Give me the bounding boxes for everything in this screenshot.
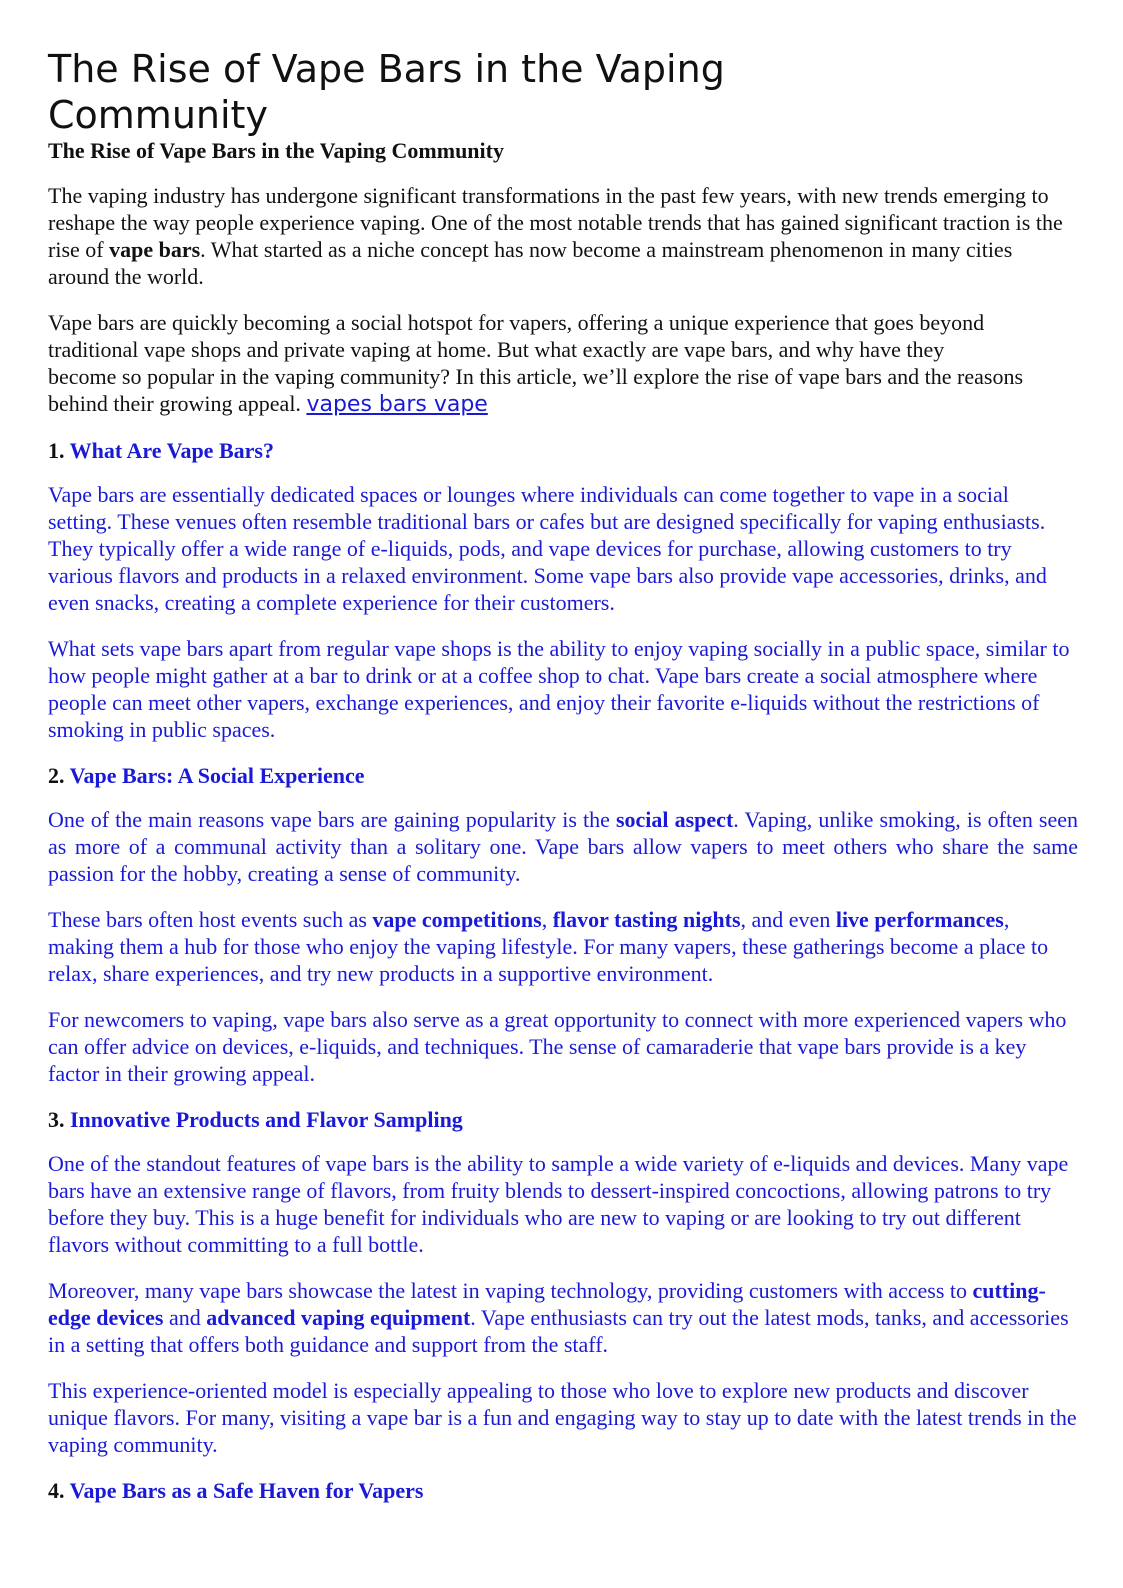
section-3-paragraph-2 xyxy=(48,1277,1078,1358)
intro-paragraph-1 xyxy=(48,182,1078,290)
text-run: , making them a hub for those who enjoy the vaping lifestyle. For many vapers, these gatherings become a place to relax, share experiences, and try new products in a supportive environment. xyxy=(48,907,1049,986)
intro-paragraph-2 xyxy=(48,309,1078,418)
text-run: Vape bars are quickly becoming a social hotspot for vapers, offering a unique experience that goes beyond traditional vape shops and private vaping at home. But what exactly are vape bars, and why have they xyxy=(48,310,985,362)
section-title: Innovative Products and Flavor Sampling xyxy=(70,1107,463,1132)
text-run: . What started as a niche concept has now become a mainstream phenomenon in many cities around the world. xyxy=(48,237,1013,289)
text-run: , xyxy=(541,907,553,932)
bold-text: social aspect xyxy=(615,807,734,832)
bold-text: advanced vaping equipment xyxy=(206,1305,471,1330)
section-2-paragraph-2 xyxy=(48,906,1078,987)
section-2-paragraph-1 xyxy=(48,806,1078,887)
text-run: The vaping industry has undergone significant transformations in the past few years, with new trends emerging to reshape the way people experience vaping. One of the most notable trends that has gained significant traction is the rise of xyxy=(48,183,1063,262)
section-title: Vape Bars as a Safe Haven for Vapers xyxy=(69,1478,424,1503)
section-heading-2 xyxy=(48,762,1078,789)
article-subtitle: The Rise of Vape Bars in the Vaping Community xyxy=(48,138,504,163)
bold-text: live performances xyxy=(835,907,1004,932)
bold-text: flavor tasting nights xyxy=(552,907,741,932)
section-heading-1 xyxy=(48,437,1078,464)
section-1-paragraph-2: What sets vape bars apart from regular vape shops is the ability to enjoy vaping socially in a public space, similar to how people might gather at a bar to drink or at a coffee shop to chat. Vape bars create a social atmosphere where people can meet other vapers, exchange experiences, and enjoy their favorite e-liquids without the restrictions of smoking in public spaces. xyxy=(48,636,1070,742)
section-1-paragraph-1: Vape bars are essentially dedicated spaces or lounges where individuals can come together to vape in a social setting. These venues often resemble traditional bars or cafes but are designed specifically for vaping enthusiasts. They typically offer a wide range of e-liquids, pods, and vape devices for purchase, allowing customers to try various flavors and products in a relaxed environment. Some vape bars also provide vape accessories, drinks, and even snacks, creating a complete experience for their customers. xyxy=(48,482,1047,615)
page-title: The Rise of Vape Bars in the Vaping Community xyxy=(48,47,725,137)
text-run: One of the main reasons vape bars are gaining popularity is the xyxy=(48,807,616,832)
section-title: What Are Vape Bars? xyxy=(69,438,274,463)
section-number: 4. xyxy=(48,1478,65,1503)
document-page xyxy=(48,46,1078,1521)
text-run: become so popular in the vaping community? In this article, we’ll explore the rise of vape bars and the reasons behind their growing appeal. xyxy=(48,364,1024,416)
text-run: . Vape enthusiasts can try out the latest mods, tanks, and accessories in a setting that offers both guidance and support from the staff. xyxy=(48,1305,1069,1357)
bold-text: cutting-edge devices xyxy=(48,1278,1046,1330)
text-run: , and even xyxy=(740,907,836,932)
section-2-paragraph-3: For newcomers to vaping, vape bars also serve as a great opportunity to connect with more experienced vapers who can offer advice on devices, e-liquids, and techniques. The sense of camaraderie that vape bars provide is a key factor in their growing appeal. xyxy=(48,1007,1067,1086)
text-run: Moreover, many vape bars showcase the latest in vaping technology, providing customers with access to xyxy=(48,1278,973,1303)
section-number: 3. xyxy=(48,1107,65,1132)
text-run: These bars often host events such as xyxy=(48,907,373,932)
section-number: 2. xyxy=(48,763,65,788)
section-heading-4 xyxy=(48,1477,1078,1504)
text-run: . Vaping, unlike smoking, is often seen as more of a communal activity than a solitary one. Vape bars allow vapers to meet others who share the same passion for the hobby, creating a sense of community. xyxy=(48,807,1079,886)
section-3-paragraph-3: This experience-oriented model is especially appealing to those who love to explore new products and discover unique flavors. For many, visiting a vape bar is a fun and engaging way to stay up to date with the latest trends in the vaping community. xyxy=(48,1378,1077,1457)
section-number: 1. xyxy=(48,438,65,463)
vapes-bars-link[interactable]: vapes bars vape xyxy=(306,392,488,417)
bold-text: vape bars xyxy=(109,237,201,262)
text-run: and xyxy=(163,1305,207,1330)
bold-text: vape competitions xyxy=(372,907,542,932)
section-heading-3 xyxy=(48,1106,1078,1133)
section-3-paragraph-1: One of the standout features of vape bars is the ability to sample a wide variety of e-liquids and devices. Many vape bars have an extensive range of flavors, from fruity blends to dessert-inspired concoctions, allowing patrons to try before they buy. This is a huge benefit for individuals who are new to vaping or are looking to try out different flavors without committing to a full bottle. xyxy=(48,1151,1069,1257)
section-title: Vape Bars: A Social Experience xyxy=(69,763,365,788)
